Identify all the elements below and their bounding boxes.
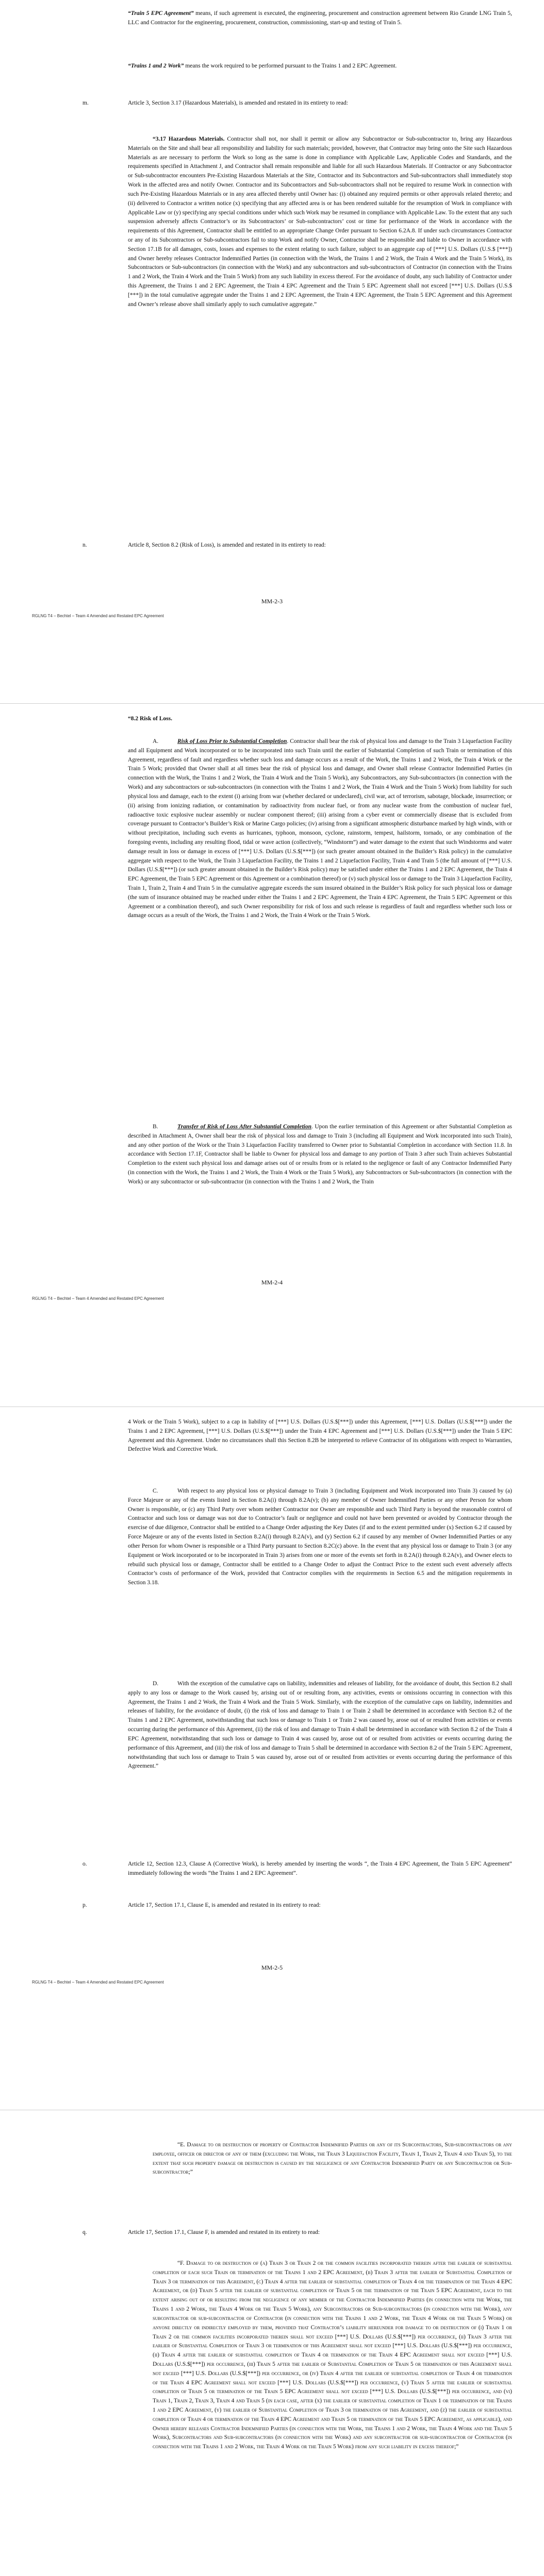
item-text-n: Article 8, Section 8.2 (Risk of Loss), is amended and restated in its entirety to read: [128,542,326,548]
item-text-q: Article 17, Section 17.1, Clause F, is amended and restated in its entirety to read: [128,2229,320,2235]
definition-text: means, if such agreement is executed, the engineering, procurement and construction agreement between Rio Grande LNG Train 5, LLC and Contractor for the engineering, procurement, construction, commissioning, start-up and testing of Train 5. [128,10,512,26]
definition-term: “Trains 1 and 2 Work” [128,63,184,69]
section-heading: “3.17 Hazardous Materials. [153,136,225,142]
page-footer: RGLNG T4 – Bechtel – Team 4 Amended and Restated EPC Agreement [32,1980,164,1985]
page-mm-2-6 [0,2110,544,2576]
page-number: MM-2-5 [261,1964,283,1971]
subsection-8-2-d: With the exception of the cumulative caps on liability, indemnities and releases of liability, for the avoidance of doubt, this Section 8.2 shall apply to any loss or damage to the Work caused by, arising out of or resulting from, any activities, events or omissions occurring in connection with this Agreement, the Trains 1 and 2 Work, the Train 4 Work and the Train 5 Work. Similarly, with the exception of the cumulative caps on liability, indemnities and releases of liability, for the avoidance of doubt, (i) the risk of loss and damage to Train 1 or Train 2 shall be determined in accordance with Section 8.2 of the Trains 1 and 2 EPC Agreement, notwithstanding that such loss or damage to Train 1 or Train 2 was caused by, arose out of or resulted from activities or events occurring during the performance of this Agreement, (ii) the risk of loss and damage to Train 4 shall be determined in accordance with Section 8.2 of the Train 4 EPC Agreement, notwithstanding that such loss or damage to Train 4 was caused by, arose out of or resulted from activities or events occurring during the performance of this Agreement, and (iii) the risk of loss and damage to Train 5 shall be determined in accordance with Section 8.2 of the Train 5 EPC Agreement, notwithstanding that such loss or damage to Train 5 was caused by, arose out of or resulted from activities or events occurring during the performance of this Agreement.” [128,1681,512,1770]
definition-text: means the work required to be performed pursuant to the Trains 1 and 2 EPC Agreement. [184,63,397,69]
subsection-8-2-b-continued: 4 Work or the Train 5 Work), subject to a cap in liability of [***] U.S. Dollars (U.S.$[***]) under this Agreement, [***] U.S. Dollars (U.S.$[***]) under the Trains 1 and 2 EPC Agreement, [***] U.S. Dollars (U.S.$[***]) under the Train 4 EPC Agreement and [***] U.S. Dollars (U.S.$[***]) under the Train 5 EPC Agreement and this Agreement. Under no circumstances shall this Section 8.2B be interpreted to relieve Contractor of its obligations with respect to Warranties, Defective Work and Corrective Work. [128,1419,512,1453]
item-text-o: Article 12, Section 12.3, Clause A (Corrective Work), is hereby amended by inserting the words “, the Train 4 EPC Agreement, the Train 5 EPC Agreement” immediately following the words “the Trains 1 and 2 EPC Agreement”. [128,1861,512,1876]
subsection-label-b: B. [153,1124,158,1130]
subsection-label-c: C. [153,1488,158,1494]
subsection-body: . Contractor shall bear the risk of physical loss and damage to the Train 3 Liquefaction Facility and all Equipment and Work incorporated or to be incorporated into such Train until the earlier of Substantial Completion of such Train or termination of this Agreement, regardless of fault and regardless whether such loss and damage occurs as a result of the Work, the Trains 1 and 2 Work, the Train 4 Work or the Train 5 Work; provided that Owner shall at all times bear the risk of physical loss and damage, and Owner shall release Contractor Indemnified Parties (in connection with the Work, the Trains 1 and 2 Work, the Train 4 Work and the Train 5 Work), any Subcontractors, any Sub-subcontractors (in connection with the Work) and any subcontractors or sub-subcontractors (in connection with the Trains 1 and 2 Work, the Train 4 Work and the Train 5 Work) from liability for such physical loss and damage, each to the extent (i) arising from war (whether declared or undeclared), civil war, act of terrorism, sabotage, blockade, insurrection; or (ii) arising from ionizing radiation, or contamination by radioactivity from nuclear fuel, or from any nuclear waste from the combustion of nuclear fuel, radioactive toxic explosive nuclear assembly or nuclear component thereof; (iii) arising from a cyber event or commercially disease that is excluded from coverage pursuant to Contractor’s Builder’s Risk or Marine Cargo policies; (iv) arising from a significant atmospheric disturbance marked by high winds, with or without precipitation, including such events as hurricanes, typhoon, monsoon, cyclone, rainstorm, tempest, hailstorm, tornado, or any combination of the foregoing events, including any resulting flood, tidal or wave action (collectively, “Windstorm”) and water damage to the extent that such Windstorms and water damage result in loss or damage in excess of [***] U.S. Dollars (U.S.$[***]) (or such greater amount obtained in the Builder’s Risk policy) in the cumulative aggregate with respect to the Work, the Train 3 Liquefaction Facility, the Trains 1 and 2 Liquefaction Facility, Train 4 and Train 5 (the full amount of [***] U.S. Dollars (U.S.$[***]) (or such greater amount obtained in the Builder’s Risk policy) may be satisfied under either the Trains 1 and 2 EPC Agreement, the Train 4 EPC Agreement, the Train 5 EPC Agreement or this Agreement or a combination thereof) or (v) such physical loss or damage to the Train 3 Liquefaction Facility, Train 1, Train 2, Train 4 and Train 5 in the cumulative aggregate exceeds the sum insured obtained in the Builder’s Risk policy for such physical loss or damage (the sum of insurance obtained may be reached under either the Trains 1 and 2 EPC Agreement, the Train 4 EPC Agreement, the Train 5 EPC Agreement or this Agreement or a combination thereof), and such Owner responsibility for risk of loss and such release is regardless of fault and regardless whether such loss or damage occurs as a result of the Work, the Trains 1 and 2 Work, the Train 4 Work or the Train 5 Work. [128,738,512,919]
item-text-p: Article 17, Section 17.1, Clause E, is amended and restated in its entirety to read: [128,1902,321,1908]
subsection-body: . Upon the earlier termination of this Agreement or after Substantial Completion as described in Attachment A, Owner shall bear the risk of physical loss and damage to Train 3 (including all Equipment and Work incorporated into such Train), and any other portion of the Work or the Train 3 Liquefaction Facility transferred to Owner prior to Substantial Completion in accordance with Section 11.8. In accordance with Section 17.1F, Contractor shall be liable to Owner for physical loss and damage to any portion of Train 3 after such Train achieves Substantial Completion to the extent such physical loss and damage arises out of or results from or is related to the negligence or fault of any Contractor Indemnified Party (in connection with the Work, the Trains 1 and 2 Work, the Train 4 Work or the Train 5 Work), any Subcontractors or Sub-subcontractors (in connection with the Work) or any subcontractor or sub-subcontractor (in connection with the Trains 1 and 2 Work, the Train [128,1124,513,1185]
item-label-o: o. [83,1861,87,1867]
subsection-8-2-c: With respect to any physical loss or physical damage to Train 3 (including Equipment and Work incorporated into Train 3) caused by (a) Force Majeure or any of the events listed in Section 8.2A(i) through 8.2A(v); (b) any member of Owner Indemnified Parties or any other Person for whom Owner is responsible, or (c) any Third Party over whom neither Contractor nor Owner are responsible and such Third Party is beyond the reasonable control of Contractor and such loss or damage was not due to Contractor’s fault or negligence and could not have been prevented or avoided by Contractor through the exercise of due diligence, Contractor shall be entitled to a Change Order adjusting the Key Dates (if and to the extent permitted under (x) Section 6.2 if caused by Force Majeure or any of the events listed in Section 8.2A(i) through 8.2A(v), and (y) Section 6.2 if caused by any member of Owner Indemnified Parties or any other Person for whom Owner is responsible or a Third Party pursuant to Section 8.2C(c) above. In the event that any physical loss or damage to Train 3 (or any Equipment or Work incorporated or to be incorporated in Train 3) arises from one or more of the events set forth in 8.2A(i) through 8.2A(v), and Owner elects to rebuild such physical loss or damage, Contractor shall be entitled to a Change Order to adjust the Contract Price to the extent such event adversely affects Contractor’s costs of performance of the Work, provided that Contractor complies with the requirements in Section 6.5 and the mitigation requirements in Section 3.18. [128,1488,512,1586]
item-label-n: n. [83,542,87,548]
subsection-title: Transfer of Risk of Loss After Substantial Completion [177,1124,311,1130]
section-body: Contractor shall not, nor shall it permit or allow any Subcontractor or Sub-subcontractor to, bring any Hazardous Materials on the Site and shall bear all responsibility and liability for such materials; provided, however, that Contractor may bring onto the Site such Hazardous Materials as are necessary to perform the Work so long as the same is done in compliance with Applicable Law, Applicable Codes and Standards, and the requirements specified in Attachment J, and Contractor shall remain responsible and liable for all such Hazardous Materials. If Contractor or any Subcontractor or Sub-subcontractor encounters Pre-Existing Hazardous Materials at the Site, Contractor and its Subcontractors and Sub-subcontractors shall immediately stop Work in the affected area and notify Owner. Contractor and its Subcontractors and Sub-subcontractors shall not be required to resume Work in connection with such Pre-Existing Hazardous Materials or in any area affected thereby until Owner has: (i) obtained any required permits or other approvals related thereto; and (ii) delivered to Contractor a written notice (x) specifying that any affected area is or has been rendered suitable for the resumption of Work in compliance with Applicable Law or (y) specifying any special conditions under which such Work may be resumed in compliance with Applicable Law. To the extent that any such suspension adversely affects Contractor’s or its Subcontractors’ or Sub-subcontractors’ cost or time for performance of the Work in accordance with the requirements of this Agreement, Contractor shall be entitled to an appropriate Change Order pursuant to Section 6.2A.8. If under such circumstances Contractor or any of its Subcontractors or Sub-subcontractors fail to stop Work and notify Owner, Contractor shall be responsible and liable to Owner in accordance with Section 17.1B for all damages, costs, losses and expenses to the extent relating to such failure, subject to an aggregate cap of [***] U.S. Dollars (U.S.$ [***]) and Owner hereby releases Contractor Indemnified Parties (in connection with the Work, the Trains 1 and 2 Work, the Train 4 Work and the Train 5 Work), its Subcontractors or Sub-subcontractors (in connection with the Work) and any subcontractors and sub-subcontractors of Contractor (in connection with the Trains 1 and 2 Work, the Train 4 Work and the Train 5 Work) from any such liability in excess thereof. For the avoidance of doubt, any such liability of Contractor under this Agreement, the Trains 1 and 2 EPC Agreement, the Train 4 EPC Agreement and the Train 5 EPC Agreement shall not exceed [***] U.S. Dollars (U.S.$ [***]) in the total cumulative aggregate under the Trains 1 and 2 EPC Agreement, the Train 4 EPC Agreement, the Train 5 EPC Agreement and this Agreement and Owner’s release above shall similarly apply to such cumulative aggregate.” [128,136,512,308]
section-8-2-heading: “8.2 Risk of Loss. [128,716,172,722]
definition-trains-1-2-work [128,62,512,71]
item-text-m: Article 3, Section 3.17 (Hazardous Materials), is amended and restated in its entirety to read: [128,100,348,106]
definition-train5-epc [128,9,512,28]
item-label-p: p. [83,1902,87,1908]
page-mm-2-4 [0,703,544,1406]
item-label-m: m. [83,100,89,106]
subsection-8-2-b [128,1123,512,1187]
page-number: MM-2-4 [261,1279,283,1286]
page-number: MM-2-3 [261,598,283,605]
definition-term: “Train 5 EPC Agreement” [128,10,194,16]
subsection-label-d: D. [153,1681,159,1687]
page-footer: RGLNG T4 – Bechtel – Team 4 Amended and Restated EPC Agreement [32,614,164,618]
subsection-title: Risk of Loss Prior to Substantial Completion [177,738,287,744]
clause-17-1-e: “E. Damage to or destruction of property of Contractor Indemnified Parties or any of its Subcontractors, Sub-subcontractors or any employee, officer or director of any of them (excluding the Work, the Train 3 Liquefaction Facility, Train 1, Train 2, Train 4 and Train 5), to the extent that such property damage or destruction is caused by the negligence of any Contractor Indemnified Party or any Subcontractor or Sub-subcontractor;” [153,2142,512,2176]
page-footer: RGLNG T4 – Bechtel – Team 4 Amended and Restated EPC Agreement [32,1296,164,1301]
page-mm-2-3 [0,0,544,703]
subsection-8-2-a [128,737,512,921]
subsection-label-a: A. [153,738,159,744]
page-mm-2-5 [0,1406,544,2110]
section-3-17-hazardous-materials [128,135,512,309]
item-label-q: q. [83,2229,87,2235]
clause-17-1-f: “F. Damage to or destruction of (a) Train 3 or Train 2 or the common facilities incorporated therein after the earlier of substantial completion of each such Train or termination of the Trains 1 and 2 EPC Agreement, (b) Train 3 after the earlier of Substantial Completion of Train 3 or termination of this Agreement, (c) Train 4 after the earlier of substantial completion of Train 4 or the termination of the Train 4 EPC Agreement, or (d) Train 5 after the earlier of substantial completion of Train 5 or the termination of the Train 5 EPC Agreement, each to the extent arising out of or resulting from the negligence of any member of the Contractor Indemnified Parties (in connection with the Work, the Trains 1 and 2 Work, the Train 4 Work or the Train 5 Work), any Subcontractors or Sub-subcontractors (in connection with the Work), any subcontractor or sub-subcontractor of Contractor (in connection with the Trains 1 and 2 Work, the Train 4 Work or the Train 5 Work) or anyone directly or indirectly employed by them, provided that Contractor’s liability hereunder for damage to or destruction of (i) Train 1 or Train 2 or the common facilities incorporated therein shall not exceed [***] U.S. Dollars (U.S.$[***]) per occurrence, (ii) Train 3 after the earlier of Substantial Completion of Train 3 or termination of this Agreement shall not exceed [***] U.S. Dollars (U.S.$[***]) per occurrence, (ii) Train 4 after the earlier of substantial completion of Train 4 or termination of the Train 4 EPC Agreement shall not exceed [***] U.S. Dollars (U.S.$[***]) per occurrence, (iii) Train 5 after the earlier of Substantial Completion of Train 5 or termination of this Agreement shall not exceed [***] U.S. Dollars (U.S.$[***]) per occurrence, or (iv) Train 4 after the earlier of substantial completion of Train 4 or termination of the Train 4 EPC Agreement shall not exceed [***] U.S. Dollars (U.S.$[***]) per occurrence, (v) Train 5 after the earlier of substantial completion of Train 5 or termination of the Train 5 EPC Agreement shall not exceed [***] U.S. Dollars (U.S.$[***]) per occurrence, and (vi) Train 1, Train 2, Train 3, Train 4 and Train 5 (in each case, after (x) the earlier of substantial completion of Train 1 or termination of the Trains 1 and 2 EPC Agreement, (y) the earlier of Substantial Completion of Train 3 or termination of this Agreement, and (z) the earlier of substantial completion of Train 4 or termination of the Train 4 EPC Agreement and Train 5 or termination of the Train 5 EPC Agreement, as applicable), and Owner hereby releases Contractor Indemnified Parties (in connection with the Work, the Trains 1 and 2 Work, the Train 4 Work and the Train 5 Work), Subcontractors and Sub-subcontractors (in connection with the Work) and any subcontractor or sub-subcontractor of Contractor (in connection with the Trains 1 and 2 Work, the Train 4 Work or the Train 5 Work) from any such liability in excess thereof;” [153,2260,512,2450]
